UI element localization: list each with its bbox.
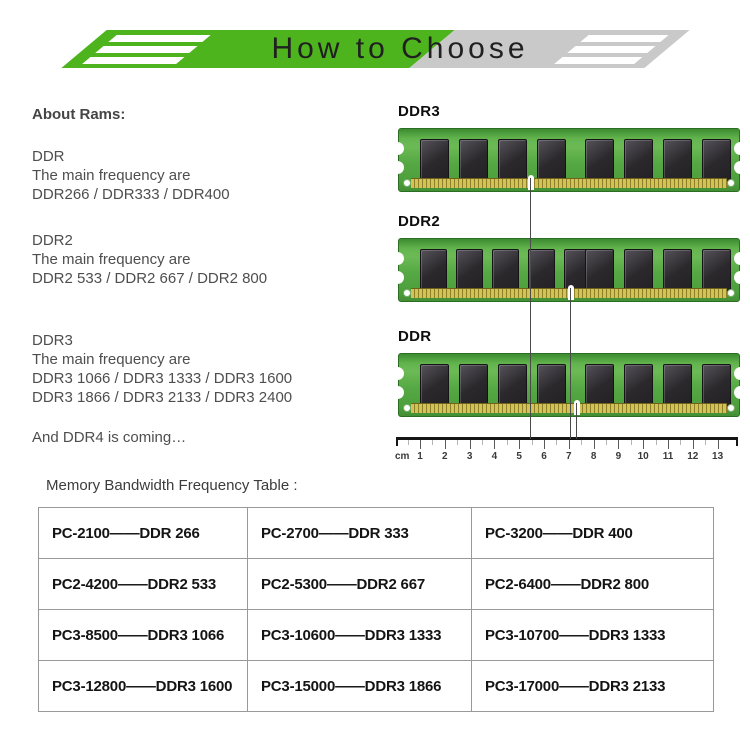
- ram-pcb: [398, 238, 740, 302]
- table-title: Memory Bandwidth Frequency Table :: [46, 477, 298, 494]
- edge-notch: [734, 386, 747, 399]
- ruler-half-tick: [532, 440, 533, 445]
- table-cell: PC-2700——DDR 333: [248, 508, 472, 559]
- ddr-section: [32, 147, 382, 204]
- ruler-tick: [618, 440, 619, 449]
- table-cell: PC3-8500——DDR3 1066: [39, 610, 248, 661]
- about-text-line: DDR3 1066 / DDR3 1333 / DDR3 1600: [32, 370, 293, 387]
- ruler-tick: [494, 440, 495, 449]
- corner-hole: [727, 289, 735, 297]
- table-row: [39, 508, 714, 559]
- ruler-tick: [470, 440, 471, 449]
- cm-ruler: [396, 437, 740, 471]
- ram-module-ddr3: [398, 103, 740, 120]
- key-notch: [568, 285, 574, 300]
- about-rams-text: [32, 106, 382, 446]
- ruler-tick: [594, 440, 595, 449]
- ruler-tick: [718, 440, 719, 449]
- table-cell: PC2-6400——DDR2 800: [472, 559, 714, 610]
- ruler-half-tick: [631, 440, 632, 445]
- ruler-tick: [445, 440, 446, 449]
- ruler-number: 2: [442, 451, 448, 462]
- ruler-half-tick: [432, 440, 433, 445]
- corner-hole: [727, 404, 735, 412]
- ruler-tick: [519, 440, 520, 449]
- ruler-half-tick: [705, 440, 706, 445]
- ruler-tick: [643, 440, 644, 449]
- ruler-half-tick: [507, 440, 508, 445]
- about-text-line: DDR2 533 / DDR2 667 / DDR2 800: [32, 270, 268, 287]
- memory-bandwidth-table: [38, 507, 714, 712]
- key-notch: [574, 400, 580, 415]
- edge-notch: [734, 161, 747, 174]
- edge-notch: [391, 161, 404, 174]
- table-cell: PC3-10700——DDR3 1333: [472, 610, 714, 661]
- edge-notch: [734, 271, 747, 284]
- key-notch: [528, 175, 534, 190]
- ruler-unit-label: cm: [395, 451, 410, 462]
- ddr3-section: [32, 331, 382, 407]
- edge-notch: [734, 142, 747, 155]
- about-heading: About Rams:: [32, 106, 126, 123]
- about-text-line: The main frequency are: [32, 251, 191, 268]
- table-row: [39, 610, 714, 661]
- ruler-tick: [569, 440, 570, 449]
- notch-guide-line: [570, 288, 571, 439]
- banner-stripe: [95, 46, 197, 53]
- module-label: DDR2: [398, 213, 441, 230]
- edge-notch: [734, 367, 747, 380]
- ruler-bar: [396, 437, 738, 440]
- ruler-half-tick: [656, 440, 657, 445]
- ruler-endcap: [396, 437, 398, 446]
- banner-stripe: [82, 57, 184, 64]
- ruler-tick: [668, 440, 669, 449]
- notch-guide-line: [576, 403, 577, 439]
- edge-notch: [391, 142, 404, 155]
- table-cell: PC3-15000——DDR3 1866: [248, 661, 472, 712]
- ruler-half-tick: [408, 440, 409, 445]
- ruler-number: 4: [491, 451, 498, 462]
- ruler-half-tick: [457, 440, 458, 445]
- corner-hole: [403, 179, 411, 187]
- table-row: [39, 559, 714, 610]
- ram-module-ddr2: [398, 213, 740, 230]
- module-label: DDR3: [398, 103, 441, 120]
- module-label: DDR: [398, 328, 432, 345]
- ruler-number: 3: [466, 451, 473, 462]
- about-text-line: DDR266 / DDR333 / DDR400: [32, 186, 230, 203]
- edge-notch: [391, 367, 404, 380]
- ram-pcb: [398, 128, 740, 192]
- table-cell: PC2-5300——DDR2 667: [248, 559, 472, 610]
- corner-hole: [727, 179, 735, 187]
- edge-notch: [391, 271, 404, 284]
- ruler-half-tick: [606, 440, 607, 445]
- ruler-tick: [544, 440, 545, 449]
- ruler-tick: [420, 440, 421, 449]
- ruler-number: 6: [541, 451, 547, 462]
- ruler-number: 1: [417, 451, 423, 462]
- edge-notch: [734, 252, 747, 265]
- ruler-number: 11: [662, 451, 674, 462]
- corner-hole: [403, 289, 411, 297]
- ruler-tick: [693, 440, 694, 449]
- banner-stripe: [567, 46, 655, 53]
- gold-pins: [411, 178, 727, 188]
- edge-notch: [391, 386, 404, 399]
- ruler-half-tick: [581, 440, 582, 445]
- edge-notch: [391, 252, 404, 265]
- ruler-number: 8: [590, 451, 597, 462]
- ddr2-section: [32, 231, 382, 288]
- table-cell: PC-2100——DDR 266: [39, 508, 248, 559]
- ruler-number: 12: [687, 451, 699, 462]
- about-text-line: DDR3 1866 / DDR3 2133 / DDR3 2400: [32, 389, 293, 406]
- ruler-number: 5: [516, 451, 522, 462]
- ruler-number: 9: [615, 451, 622, 462]
- banner-stripe: [580, 35, 668, 42]
- table-cell: PC-3200——DDR 400: [472, 508, 714, 559]
- table-cell: PC3-17000——DDR3 2133: [472, 661, 714, 712]
- table-cell: PC3-12800——DDR3 1600: [39, 661, 248, 712]
- ruler-half-tick: [556, 440, 557, 445]
- ruler-half-tick: [482, 440, 483, 445]
- banner-stripe: [108, 35, 210, 42]
- ddr4-footnote: And DDR4 is coming…: [32, 429, 187, 446]
- ram-pcb: [398, 353, 740, 417]
- table-cell: PC2-4200——DDR2 533: [39, 559, 248, 610]
- gold-pins: [411, 403, 727, 413]
- ram-module-ddr: [398, 328, 740, 345]
- banner-stripe: [554, 57, 642, 64]
- about-text-line: The main frequency are: [32, 167, 191, 184]
- table-cell: PC3-10600——DDR3 1333: [248, 610, 472, 661]
- about-text-line: DDR2: [32, 232, 73, 249]
- table-row: [39, 661, 714, 712]
- notch-guide-line: [530, 178, 531, 439]
- page-title: How to Choose: [271, 32, 529, 65]
- header-banner: [60, 30, 690, 68]
- corner-hole: [403, 404, 411, 412]
- about-text-line: The main frequency are: [32, 351, 191, 368]
- ruler-endcap: [736, 437, 738, 446]
- ruler-number: 13: [712, 451, 724, 462]
- about-text-line: DDR3: [32, 332, 73, 349]
- ruler-number: 7: [566, 451, 572, 462]
- ruler-number: 10: [637, 451, 649, 462]
- ruler-half-tick: [680, 440, 681, 445]
- about-text-line: DDR: [32, 148, 65, 165]
